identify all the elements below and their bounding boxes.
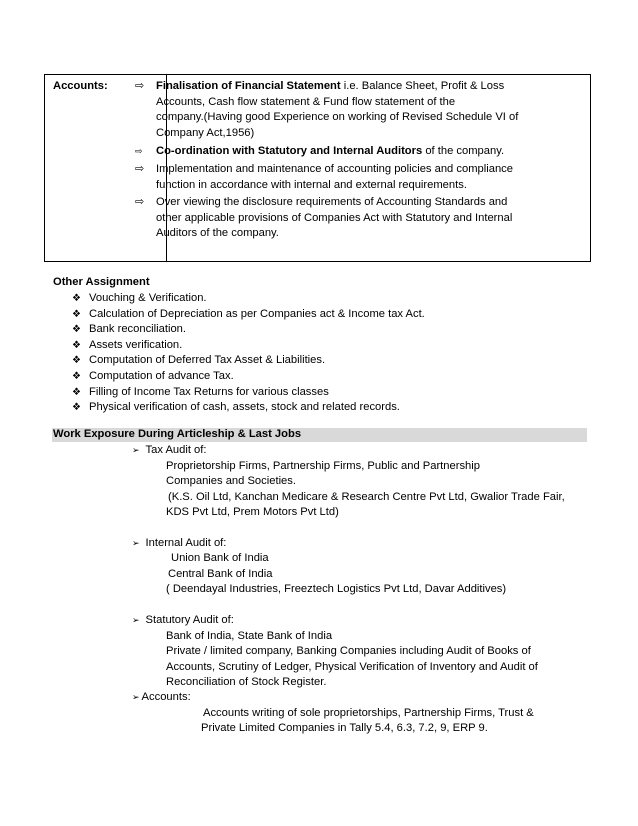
- diamond-bullet-icon: ❖: [72, 402, 81, 414]
- chevron-bullet-icon: ➢: [132, 538, 140, 548]
- diamond-bullet-icon: ❖: [72, 293, 81, 304]
- arrow-right-icon: ⇨: [135, 80, 145, 92]
- statutory-audit-title: ➢ Statutory Audit of:: [132, 613, 234, 629]
- list-item: ❖ Calculation of Depreciation as per Companies act & Income tax Act.: [72, 307, 425, 323]
- item-line: other applicable provisions of Companies Act with Statutory and Internal: [156, 211, 513, 224]
- accounts-label: Accounts:: [53, 80, 108, 92]
- text-line: Reconciliation of Stock Register.: [166, 676, 327, 688]
- item-text: of the company.: [422, 145, 505, 157]
- text-line: Proprietorship Firms, Partnership Firms, Public and Partnership: [166, 460, 480, 472]
- diamond-bullet-icon: ❖: [72, 339, 81, 351]
- diamond-bullet-icon: ❖: [72, 355, 81, 367]
- chevron-bullet-icon: ➢: [132, 445, 140, 455]
- item-line: Company Act,1956): [156, 126, 255, 139]
- list-item: ❖ Filling of Income Tax Returns for various classes: [72, 385, 425, 401]
- list-item: ❖ Computation of advance Tax.: [72, 369, 425, 385]
- section-heading-work: Work Exposure During Articleship & Last Jobs: [53, 428, 302, 440]
- text-line: Central Bank of India: [168, 568, 273, 580]
- list-item: ❖ Bank reconciliation.: [72, 322, 425, 338]
- item-line: Accounts, Cash flow statement & Fund flow statement of the: [156, 95, 456, 108]
- accounts-item: [135, 79, 535, 141]
- chevron-bullet-icon: ➢: [132, 615, 140, 625]
- arrow-right-icon: ⇨: [135, 146, 143, 156]
- internal-audit-title: ➢ Internal Audit of:: [132, 536, 226, 552]
- item-text: Over viewing the disclosure requirements of Accounting Standards and: [156, 196, 508, 208]
- arrow-right-icon: ⇨: [135, 196, 145, 208]
- text-line: (K.S. Oil Ltd, Kanchan Medicare & Research Centre Pvt Ltd, Gwalior Trade Fair,: [168, 491, 565, 503]
- text-line: Companies and Societies.: [166, 475, 296, 487]
- item-line: Auditors of the company.: [156, 227, 279, 240]
- arrow-right-icon: ⇨: [135, 163, 145, 175]
- text-line: Accounts, Scrutiny of Ledger, Physical Verification of Inventory and Audit of: [166, 661, 538, 673]
- diamond-bullet-icon: ❖: [72, 308, 81, 320]
- text-line: Bank of India, State Bank of India: [166, 630, 333, 642]
- chevron-bullet-icon: ➢: [132, 692, 140, 702]
- item-text: Implementation and maintenance of accounting policies and compliance: [156, 163, 513, 175]
- diamond-bullet-icon: ❖: [72, 386, 81, 398]
- diamond-bullet-icon: ❖: [72, 370, 81, 382]
- accounts-work-title: ➢ Accounts:: [132, 690, 191, 706]
- text-line: Accounts writing of sole proprietorships, Partnership Firms, Trust &: [203, 707, 534, 719]
- item-text: i.e. Balance Sheet, Profit & Loss: [340, 80, 505, 92]
- item-line: company.(Having good Experience on working of Revised Schedule VI of: [156, 111, 519, 124]
- item-bold: Co-ordination with Statutory and Internal Auditors: [156, 145, 423, 157]
- item-bold: Finalisation of Financial Statement: [156, 80, 341, 92]
- item-line: function in accordance with internal and external requirements.: [156, 178, 467, 191]
- diamond-bullet-icon: ❖: [72, 324, 81, 336]
- text-line: Private Limited Companies in Tally 5.4, 6.3, 7.2, 9, ERP 9.: [201, 722, 488, 734]
- list-item: ❖ Vouching & Verification.: [72, 291, 425, 307]
- accounts-item: [135, 195, 535, 242]
- accounts-item: [135, 162, 535, 193]
- text-line: Union Bank of India: [171, 552, 269, 564]
- text-line: KDS Pvt Ltd, Prem Motors Pvt Ltd): [166, 506, 339, 518]
- list-item: ❖ Physical verification of cash, assets, stock and related records.: [72, 400, 425, 416]
- tax-audit-title: ➢ Tax Audit of:: [132, 443, 207, 459]
- list-item: ❖ Computation of Deferred Tax Asset & Liabilities.: [72, 353, 425, 369]
- accounts-item: [135, 144, 535, 160]
- text-line: Private / limited company, Banking Companies including Audit of Books of: [166, 645, 531, 657]
- list-item: ❖ Assets verification.: [72, 338, 425, 354]
- section-heading-other: Other Assignment: [53, 276, 150, 288]
- text-line: ( Deendayal Industries, Freeztech Logistics Pvt Ltd, Davar Additives): [166, 583, 507, 595]
- other-assignment-list: [72, 291, 425, 416]
